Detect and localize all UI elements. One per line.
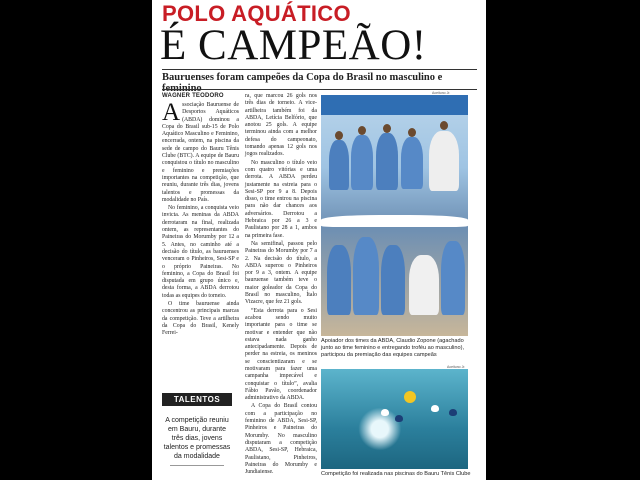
section-title: POLO AQUÁTICO (162, 1, 351, 26)
player-head (335, 131, 343, 140)
player-cap (431, 405, 439, 412)
byline: WAGNER TEODORO (162, 93, 224, 99)
photo-caption: Competição foi realizada nas piscinas do Bauru Tênis Clube (321, 471, 471, 477)
player-figure (441, 241, 465, 315)
team-photo (321, 95, 468, 336)
player-figure (327, 245, 351, 315)
article-column-1 (162, 99, 239, 339)
player-figure (381, 245, 405, 315)
sidebar-title: TALENTOS (162, 393, 232, 406)
match-photo (321, 369, 468, 469)
sidebar-box (162, 393, 232, 466)
player-head (358, 126, 366, 135)
sidebar-text: A competição reuniu em Bauru, durante três dias, jovens talentos e promessas da modalidade (163, 417, 231, 460)
player-figure (353, 237, 379, 315)
paragraph: Na semifinal, passou pelo Paineiras do Morumby por 7 a 2. Na decisão do título, a ABDA superou o Pinheiros por 9 a 3, ontem. A equipe bauruense também teve o maior goleador da Copa do Brasil no masculino, Ítalo Vizacre, que fez 21 gols. (245, 240, 317, 306)
sponsor-banner (321, 95, 468, 115)
paragraph: No masculino o título veio com quatro vitórias e uma derrota. A ABDA perdeu justamente na estreia para o Sesi-SP por 9 a 8. Depois disso, o time entrou na piscina para não dar chances aos adversários. Derrotou a Hebraica por 26 a 3 e Paulistano por 28 a 1, ambos na primeira fase. (245, 159, 317, 239)
paragraph: ra, que marcou 26 gols nos três dias de torneio. A vice-artilheira também foi da ABDA, Letícia Belfório, que anotou 25 gols. A equipe terminou ainda com a melhor defesa do campeonato, tomando apenas 12 gols nos jogos realizados. (245, 93, 317, 158)
presenter-figure (429, 131, 459, 191)
newspaper-page (152, 0, 486, 480)
player-head (408, 128, 416, 137)
player-head (383, 124, 391, 133)
article-column-2 (245, 93, 317, 477)
player-figure (376, 133, 398, 190)
photo-credit: Aceituno Jr. (447, 365, 466, 369)
player-cap (381, 409, 389, 416)
paragraph: “Esta derrota para o Sesi acabou sendo muito importante para o time se motivar e entender que não estava nada ganho antecipadamente. Depois de perder na estreia, os meninos se conscientizaram e se motivaram para fazer uma campanha impecável e conquistar o título”, avalia Fábio Pavão, coordenador administrativo da ABDA. (245, 307, 317, 402)
paragraph: A Copa do Brasil contou com a participação no feminino de ABDA, Sesi-SP, Pinheiros e Paineiras do Morumby. No masculino disputaram a competição ABDA, Sesi-SP, Hebraica, Paulistano, Pinheiros, Paineiras do Morumby e Jundiaiense. (245, 403, 317, 476)
player-cap (395, 415, 403, 422)
photo-divider (321, 215, 468, 227)
paragraph: O time bauruense ainda concentrou as principais marcas da competição. Teve a artilheira da Copa do Brasil, Kenely Ferrei- (162, 301, 239, 337)
player-figure (329, 140, 349, 190)
paragraph: No feminino, a conquista veio invicta. As meninas da ABDA derrotaram na final, realizada ontem, as representantes do Paineiras do Morumby por 12 a 5. Antes, no caminho até a decisão do título, as bauruenses venceram o Pinheiros, Sesi-SP e o próprio Paineiras. No feminino, a Copa do Brasil foi disputada em grupo único e, desta forma, a ABDA derrotou todas as equipes do torneio. (162, 205, 239, 299)
paragraph: Associação Bauruense de Desportos Aquáticos (ABDA) dominou a Copa do Brasil sub-15 de Polo Aquático Masculino e Feminino, encerrada, ontem, na piscina da sede de campo do Bauru Tênis Clube (BTC). A equipe de Bauru conquistou o título no masculino e feminino e premiações importantes na competição, que reuniu, durante três dias, jovens talentos e promessas da modalidade no País. (162, 99, 239, 203)
dropcap: A (162, 99, 181, 126)
player-figure (351, 135, 373, 190)
photo-credit: Aceituno Jr. (432, 91, 451, 95)
presenter-figure (409, 255, 439, 315)
headline-rule (162, 69, 477, 70)
photo-caption: Apoiador dos times da ABDA, Claudio Zopone (agachado junto ao time feminino e entregando troféu ao masculino), participou da premiação das equipes campeãs (321, 338, 465, 358)
sidebar-rule (170, 465, 224, 466)
subheadline-rule (162, 89, 477, 90)
presenter-head (440, 121, 448, 130)
subheadline: Bauruenses foram campeões da Copa do Brasil no masculino e (162, 72, 443, 83)
headline: É CAMPEÃO! (160, 22, 427, 69)
player-figure (401, 137, 423, 189)
player-cap (449, 409, 457, 416)
ball-icon (404, 391, 416, 403)
